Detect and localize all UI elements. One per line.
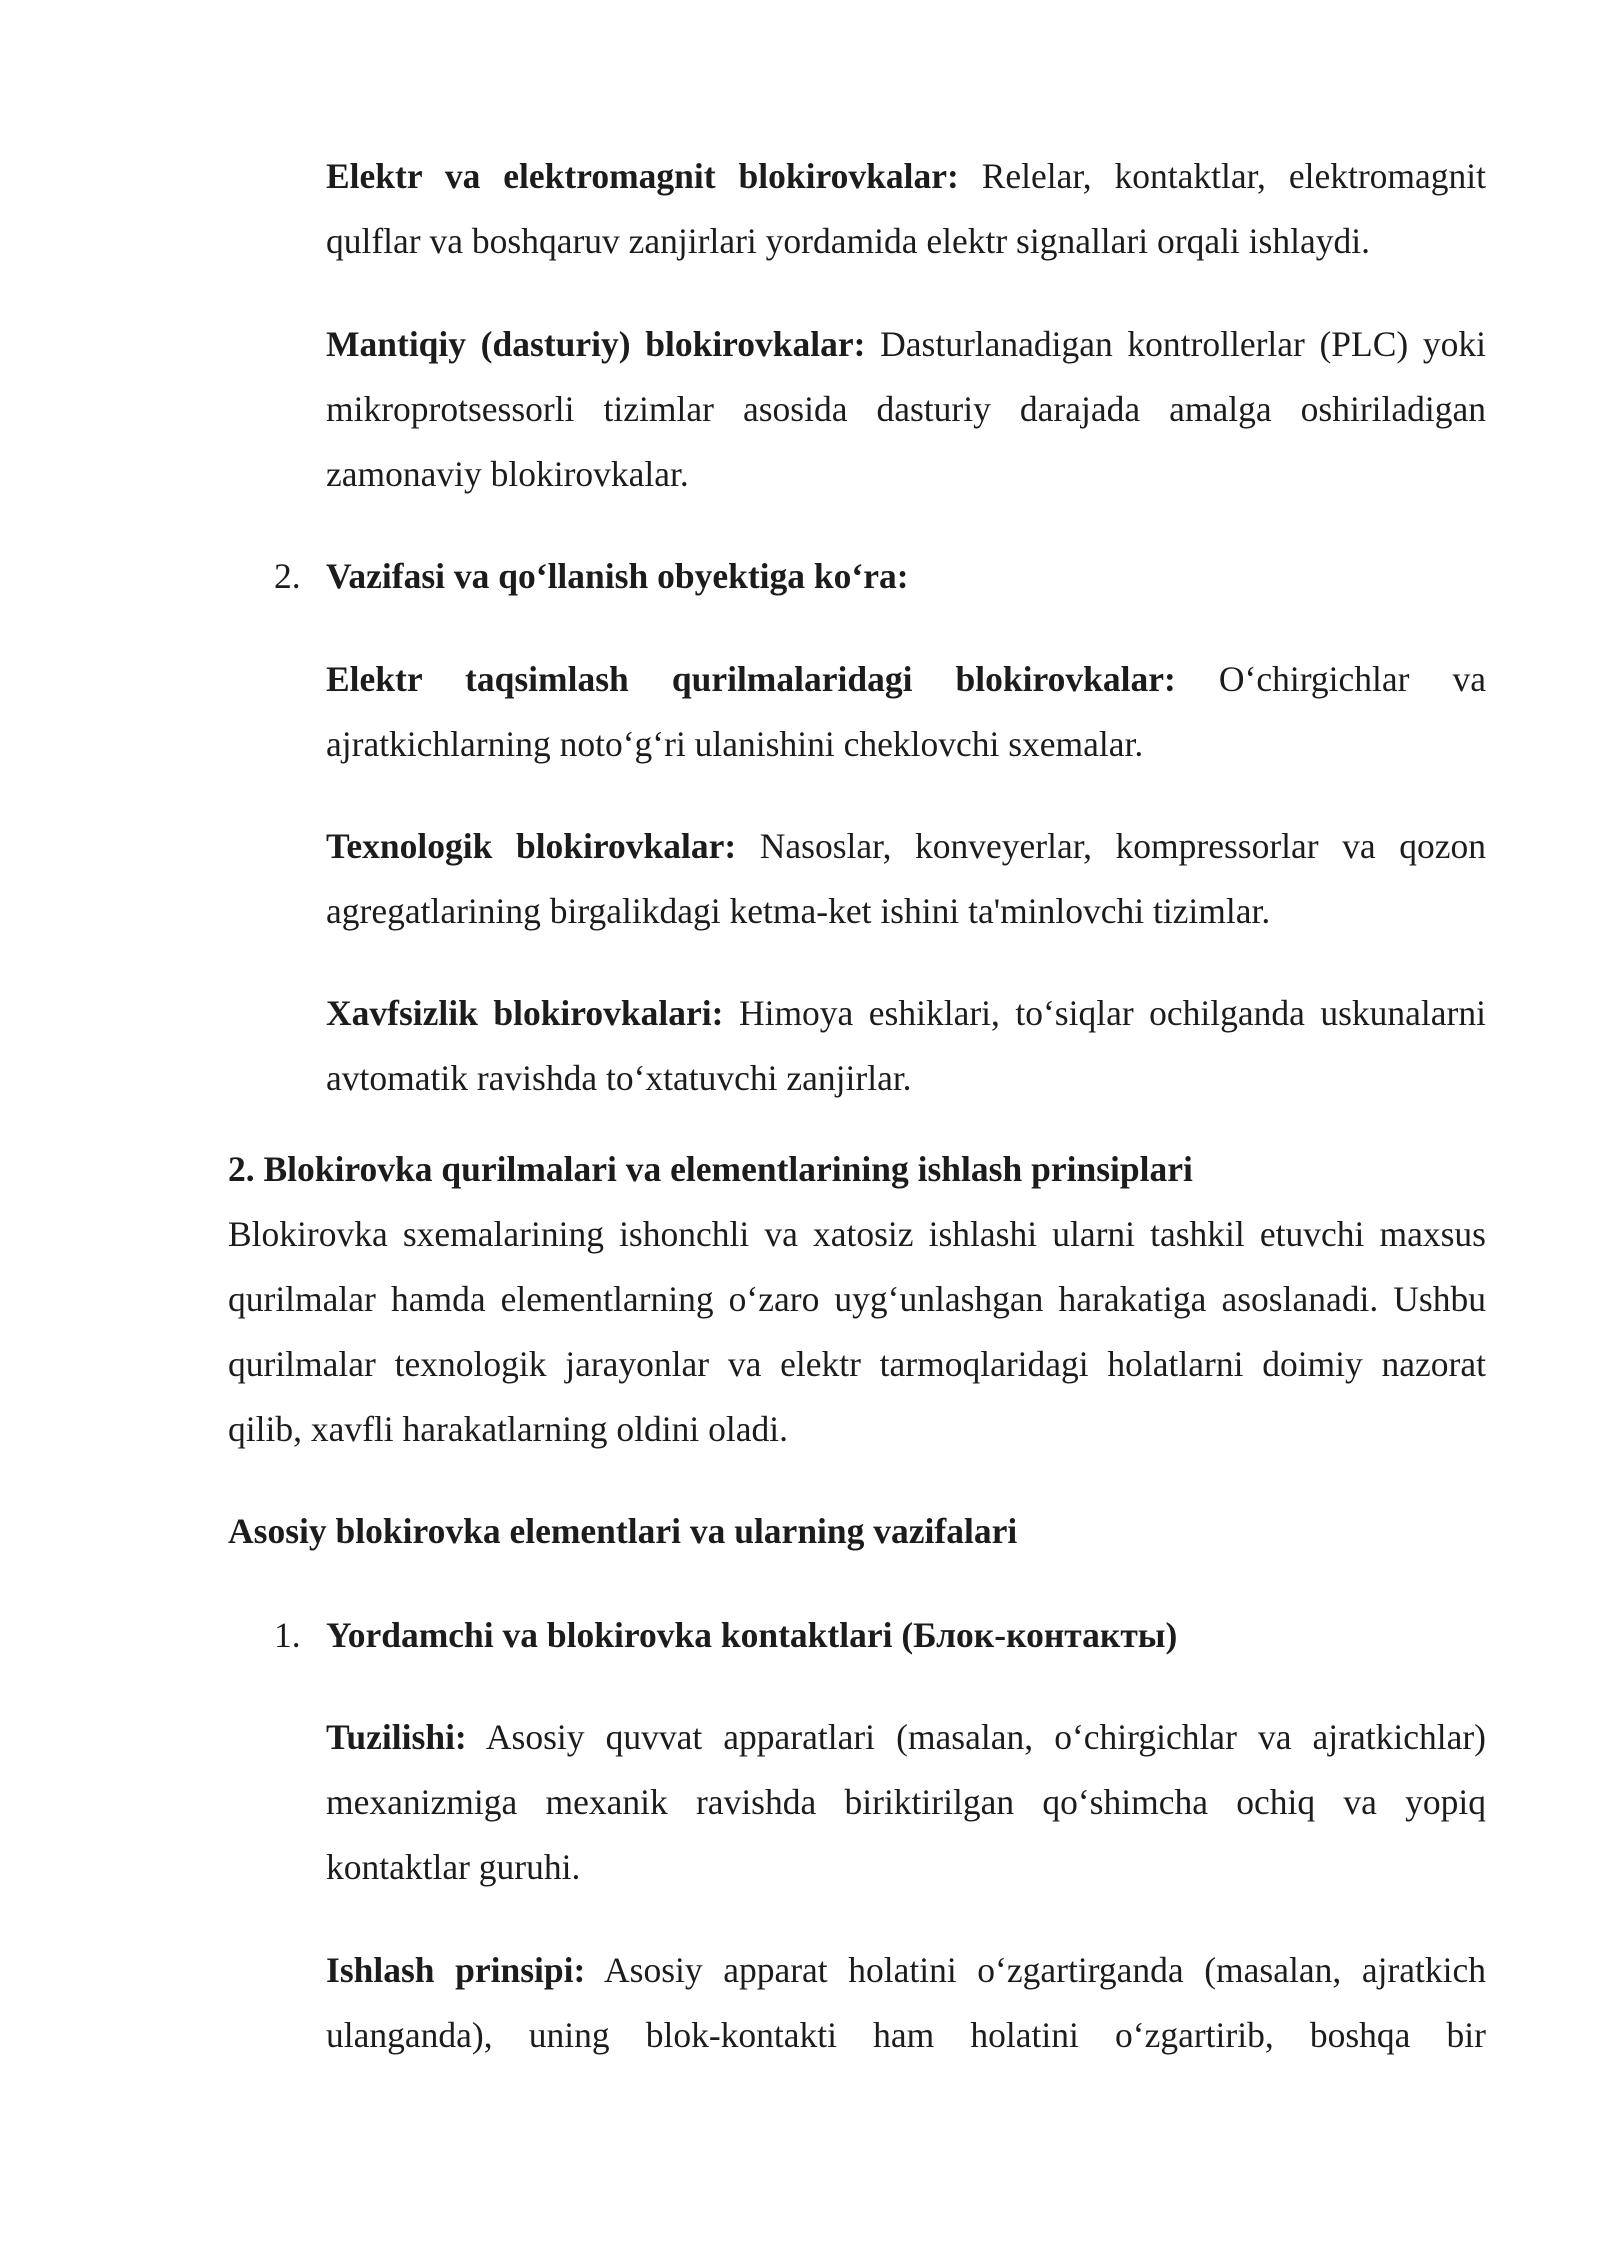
subsection-heading: Asosiy blokirovka elementlari va ularning vazifalari <box>228 1511 1018 1551</box>
term-structure: Tuzilishi: <box>326 1717 467 1757</box>
term-electric-interlocks: Elektr va elektromagnit blokirovkalar: <box>326 156 959 196</box>
list-item-heading-purpose: Vazifasi va qo‘llanish obyektiga ko‘ra: <box>326 556 909 596</box>
term-technological-interlocks: Texnologik blokirovkalar: <box>326 826 737 866</box>
paragraph-electric-interlocks <box>326 144 1486 274</box>
desc-distribution-interlocks: O‘chirgichlar va ajratkichlarning noto‘g‘ri ulanishini cheklovchi sxemalar. <box>326 659 1486 764</box>
paragraph-logic-interlocks <box>326 312 1486 507</box>
paragraph-structure <box>326 1705 1486 1900</box>
paragraph-safety-interlocks <box>326 981 1486 1111</box>
term-operating-principle: Ishlash prinsipi: <box>326 1950 586 1990</box>
desc-safety-interlocks: Himoya eshiklari, to‘siqlar ochilganda uskunalarni avtomatik ravishda to‘xtatuvchi zanjirlar. <box>326 993 1486 1098</box>
paragraph-distribution-interlocks <box>326 647 1486 777</box>
section-intro-paragraph: Blokirovka sxemalarining ishonchli va xatosiz ishlashi ularni tashkil etuvchi maxsus qurilmalar hamda elementlarning o‘zaro uyg‘unlashgan harakatiga asoslanadi. Ushbu qurilmalar texnologik jarayonlar va elektr tarmoqlaridagi holatlarni doimiy nazorat qilib, xavfli harakatlarning oldini oladi. <box>228 1214 1486 1449</box>
list-number-2: 2. <box>274 556 301 596</box>
paragraph-operating-principle <box>326 1938 1486 2068</box>
term-distribution-interlocks: Elektr taqsimlash qurilmalaridagi blokirovkalar: <box>326 659 1176 699</box>
desc-technological-interlocks: Nasoslar, konveyerlar, kompressorlar va qozon agregatlarining birgalikdagi ketma-ket ishini ta'minlovchi tizimlar. <box>326 826 1487 931</box>
term-logic-interlocks: Mantiqiy (dasturiy) blokirovkalar: <box>326 324 866 364</box>
desc-logic-interlocks: Dasturlanadigan kontrollerlar (PLC) yoki mikroprotsessorli tizimlar asosida dasturiy darajada amalga oshiriladigan zamonaviy blokirovkalar. <box>326 324 1486 494</box>
desc-electric-interlocks: Relelar, kontaktlar, elektromagnit qulflar va boshqaruv zanjirlari yordamida elektr signallari orqali ishlaydi. <box>326 156 1486 261</box>
list-number-1: 1. <box>274 1615 301 1655</box>
term-safety-interlocks: Xavfsizlik blokirovkalari: <box>326 993 724 1033</box>
paragraph-technological-interlocks <box>326 814 1486 944</box>
desc-structure: Asosiy quvvat apparatlari (masalan, o‘chirgichlar va ajratkichlar) mexanizmiga mexanik ravishda biriktirilgan qo‘shimcha ochiq va yopiq kontaktlar guruhi. <box>326 1717 1486 1887</box>
section-heading: 2. Blokirovka qurilmalari va elementlarining ishlash prinsiplari <box>228 1149 1193 1189</box>
desc-operating-principle: Asosiy apparat holatini o‘zgartirganda (masalan, ajratkich ulanganda), uning blok-kontakti ham holatini o‘zgartirib, boshqa bir <box>326 1950 1486 2055</box>
list-item-heading-contacts: Yordamchi va blokirovka kontaktlari (Блок-контакты) <box>326 1615 1178 1655</box>
